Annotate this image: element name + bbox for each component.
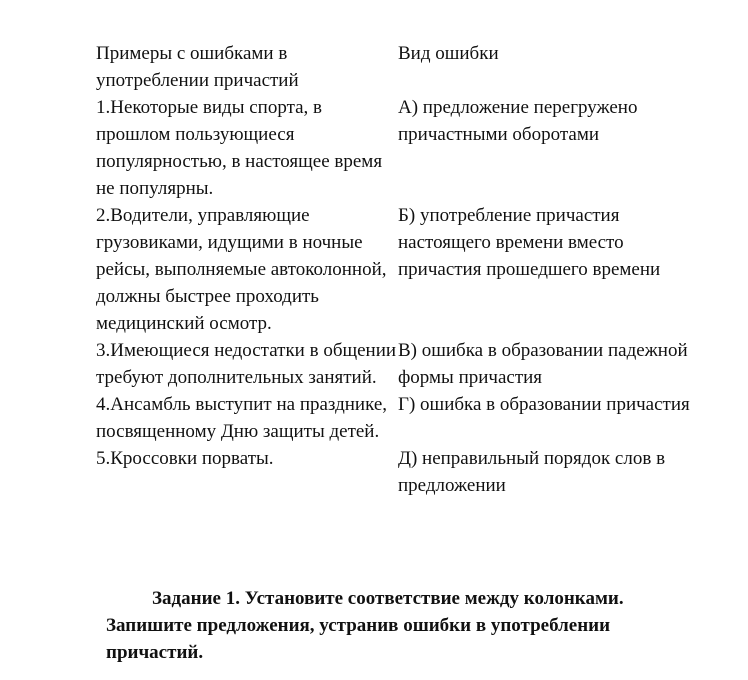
header-error-type: Вид ошибки <box>398 43 499 64</box>
table-row <box>96 202 696 337</box>
matching-table-container <box>96 40 716 499</box>
error-type-v: В) ошибка в образовании падежной формы причастия <box>398 340 688 388</box>
error-type-a: А) предложение перегружено причастными оборотами <box>398 97 638 145</box>
example-2: 2.Водители, управляющие грузовиками, идущими в ночные рейсы, выполняемые автоколонной, должны быстрее проходить медицинский осмотр. <box>96 205 387 334</box>
error-type-d: Д) неправильный порядок слов в предложении <box>398 448 666 496</box>
error-type-b: Б) употребление причастия настоящего времени вместо причастия прошедшего времени <box>398 205 661 280</box>
example-3: 3.Имеющиеся недостатки в общении требуют дополнительных занятий. <box>96 340 397 388</box>
table-row <box>96 391 696 445</box>
table-header-row <box>96 40 696 94</box>
example-4: 4.Ансамбль выступит на празднике, посвященному Дню защиты детей. <box>96 394 388 442</box>
example-1: 1.Некоторые виды спорта, в прошлом пользующиеся популярностью, в настоящее время не популярны. <box>96 97 383 199</box>
example-5: 5.Кроссовки порваты. <box>96 448 274 469</box>
matching-table <box>96 40 696 499</box>
header-examples: Примеры с ошибками в употреблении причастий <box>96 43 299 91</box>
task-instruction: Задание 1. Установите соответствие между колонками. Запишите предложения, устранив ошибки в употреблении причастий. <box>106 588 624 663</box>
table-row <box>96 337 696 391</box>
table-row <box>96 445 696 499</box>
table-row <box>96 94 696 202</box>
error-type-g: Г) ошибка в образовании причастия <box>398 394 690 415</box>
